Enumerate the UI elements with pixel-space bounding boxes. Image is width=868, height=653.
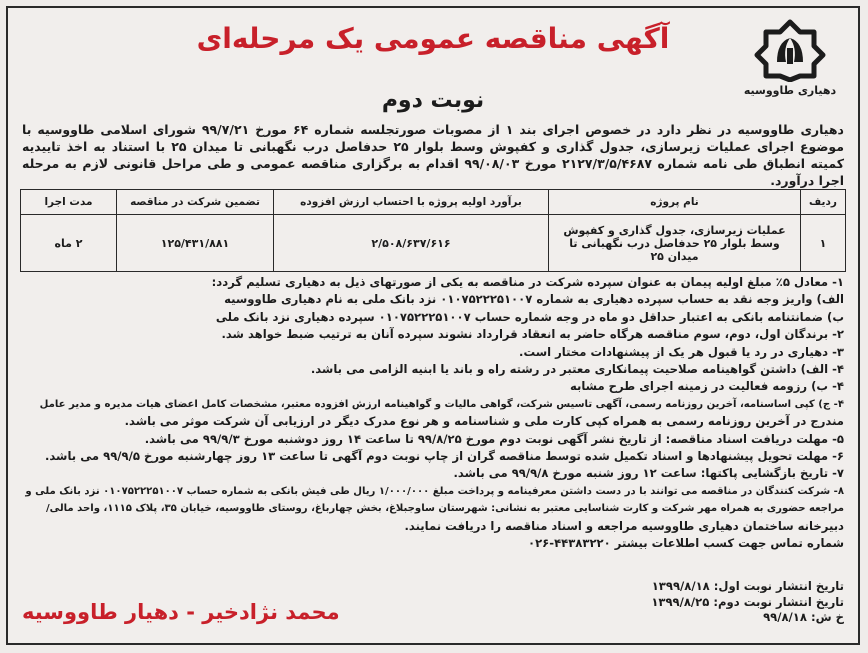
condition-line: ۳- دهیاری در رد یا قبول هر یک از پیشنهادات مختار است. [519,344,844,359]
header-project-name: نام پروژه [549,190,801,215]
condition-line: ۴- الف) داشتن گواهینامه صلاحیت پیمانکاری معتبر در رشته راه و باند یا ابنیه الزامی می باشد. [310,362,844,377]
condition-line: شماره تماس جهت کسب اطلاعات بیشتر ۴۴۳۸۳۲۲۰-۰۲۶ [528,536,844,551]
condition-line: الف) واریز وجه نقد به حساب سپرده دهیاری به شماره ۰۱۰۷۵۲۲۲۵۱۰۰۷ نزد بانک ملی به نام دهیاری طاووسیه [224,292,844,307]
org-logo [740,18,840,103]
condition-line: ۶- مهلت تحویل پیشنهادها و اسناد تکمیل شده توسط مناقصه گران از چاپ نوبت دوم آگهی تا ساعت ۱۳ روز چهارشنبه مورخ ۹۹/۹/۵ می باشد. [44,449,844,464]
cell-guarantee: ۱۲۵/۴۳۱/۸۸۱ [117,215,274,272]
header-estimate: برآورد اولیه پروژه با احتساب ارزش افزوده [274,190,549,215]
tender-table [20,189,846,272]
table-row [21,215,846,272]
condition-line: ۲- برندگان اول، دوم، سوم مناقصه هرگاه حاضر به انعقاد قرارداد نشوند سپرده آنان به ترتیب ضبط خواهد شد. [221,327,844,342]
condition-line: ب) ضمانتنامه بانکی به اعتبار حداقل دو ماه در وجه شماره حساب ۰۱۰۷۵۲۲۲۵۱۰۰۷ سپرده دهیاری نزد بانک ملی [215,309,844,324]
cell-row-number: ۱ [801,215,846,272]
second-publication-date: تاریخ انتشار نوبت دوم: ۱۳۹۹/۸/۲۵ [651,594,844,609]
first-publication-date: تاریخ انتشار نوبت اول: ۱۳۹۹/۸/۱۸ [651,579,844,593]
org-caption: دهیاری طاووسیه [743,84,837,97]
notice-page [6,6,860,645]
reference-code: خ ش: ۹۹/۸/۱۸ [763,610,844,624]
conditions-list [22,274,844,553]
cell-duration: ۲ ماه [21,215,117,272]
cell-estimate: ۲/۵۰۸/۶۳۷/۶۱۶ [274,215,549,272]
condition-line: مراجعه حضوری به همراه مهر شرکت و کارت شناسایی معتبر به نشانی: شهرستان ساوجبلاغ، بخش چهارباغ، روستای طاووسیه، خیابان ۳۵، پلاک ۱۱۱۵، واحد مالی/ [45,503,844,515]
condition-line: دبیرخانه ساختمان دهیاری طاووسیه مراجعه و اسناد مناقصه را دریافت نمایند. [404,518,844,533]
notice-title: آگهی مناقصه عمومی یک مرحله‌ای [196,22,670,55]
dehyari-emblem-icon [753,18,827,82]
condition-line: ۵- مهلت دریافت اسناد مناقصه: از تاریخ نشر آگهی نوبت دوم مورخ ۹۹/۸/۲۵ تا ساعت ۱۴ روز دوشنبه مورخ ۹۹/۹/۳ می باشد. [144,431,844,446]
condition-line: ۱- معادل ۵٪ مبلغ اولیه پیمان به عنوان سپرده شرکت در مناقصه به یکی از صورتهای ذیل به دهیاری تسلیم گردد: [211,275,844,289]
header-row-number: ردیف [801,190,846,215]
intro-paragraph: دهیاری طاووسیه در نظر دارد در خصوص اجرای بند ۱ از مصوبات صورتجلسه شماره ۶۴ مورخ ۹۹/۷/۲۱ شورای اسلامی طاووسیه با موضوع اجرای عملیات زیرسازی، جدول گذاری و کفپوش وسط بلوار ۲۵ حدفاصل درب نگهبانی تا میدان ۲۵ با استناد به اخذ تاییدیه کمیته انطباق طی نامه شماره ۲۱۲۷/۳/۵/۴۶۸۷ مورخ ۹۹/۰۸/۰۳ اقدام به برگزاری مناقصه عمومی و طی مراحل قانونی لازم به مرحله اجرا درآورد. [22,122,844,188]
condition-line: ۸- شرکت کنندگان در مناقصه می توانند با در دست داشتن معرفینامه و پرداخت مبلغ ۱/۰۰۰/۰۰۰ ریال طی فیش بانکی به شماره حساب ۰۱۰۷۵۲۲۲۵۱۰۰۷ نزد بانک ملی و [25,485,844,497]
signature: محمد نژادخیر - دهیار طاووسیه [22,600,340,624]
condition-line: ۴- ج) کپی اساسنامه، آخرین روزنامه رسمی، آگهی تاسیس شرکت، گواهی مالیات و گواهینامه ارزش افزوده معتبر، مشخصات کامل اعضای هیات مدیره و مدیر عامل [39,398,844,410]
round-label: نوبت دوم [381,88,485,113]
table-header-row [21,190,846,215]
condition-line: مندرج در آخرین روزنامه رسمی به همراه کپی کارت ملی و شناسنامه و هر نوع مدرک دیگر در ارزیابی آن شرکت موثر می باشد. [124,414,844,429]
header-guarantee: تضمین شرکت در مناقصه [117,190,274,215]
publication-dates [651,579,844,626]
header-duration: مدت اجرا [21,190,117,215]
cell-project-name: عملیات زیرسازی، جدول گذاری و کفپوش وسط بلوار ۲۵ حدفاصل درب نگهبانی تا میدان ۲۵ [549,215,801,272]
condition-line: ۴- ب) رزومه فعالیت در زمینه اجرای طرح مشابه [569,379,844,394]
condition-line: ۷- تاریخ بازگشایی پاکتها: ساعت ۱۲ روز شنبه مورخ ۹۹/۹/۸ می باشد. [453,466,844,481]
